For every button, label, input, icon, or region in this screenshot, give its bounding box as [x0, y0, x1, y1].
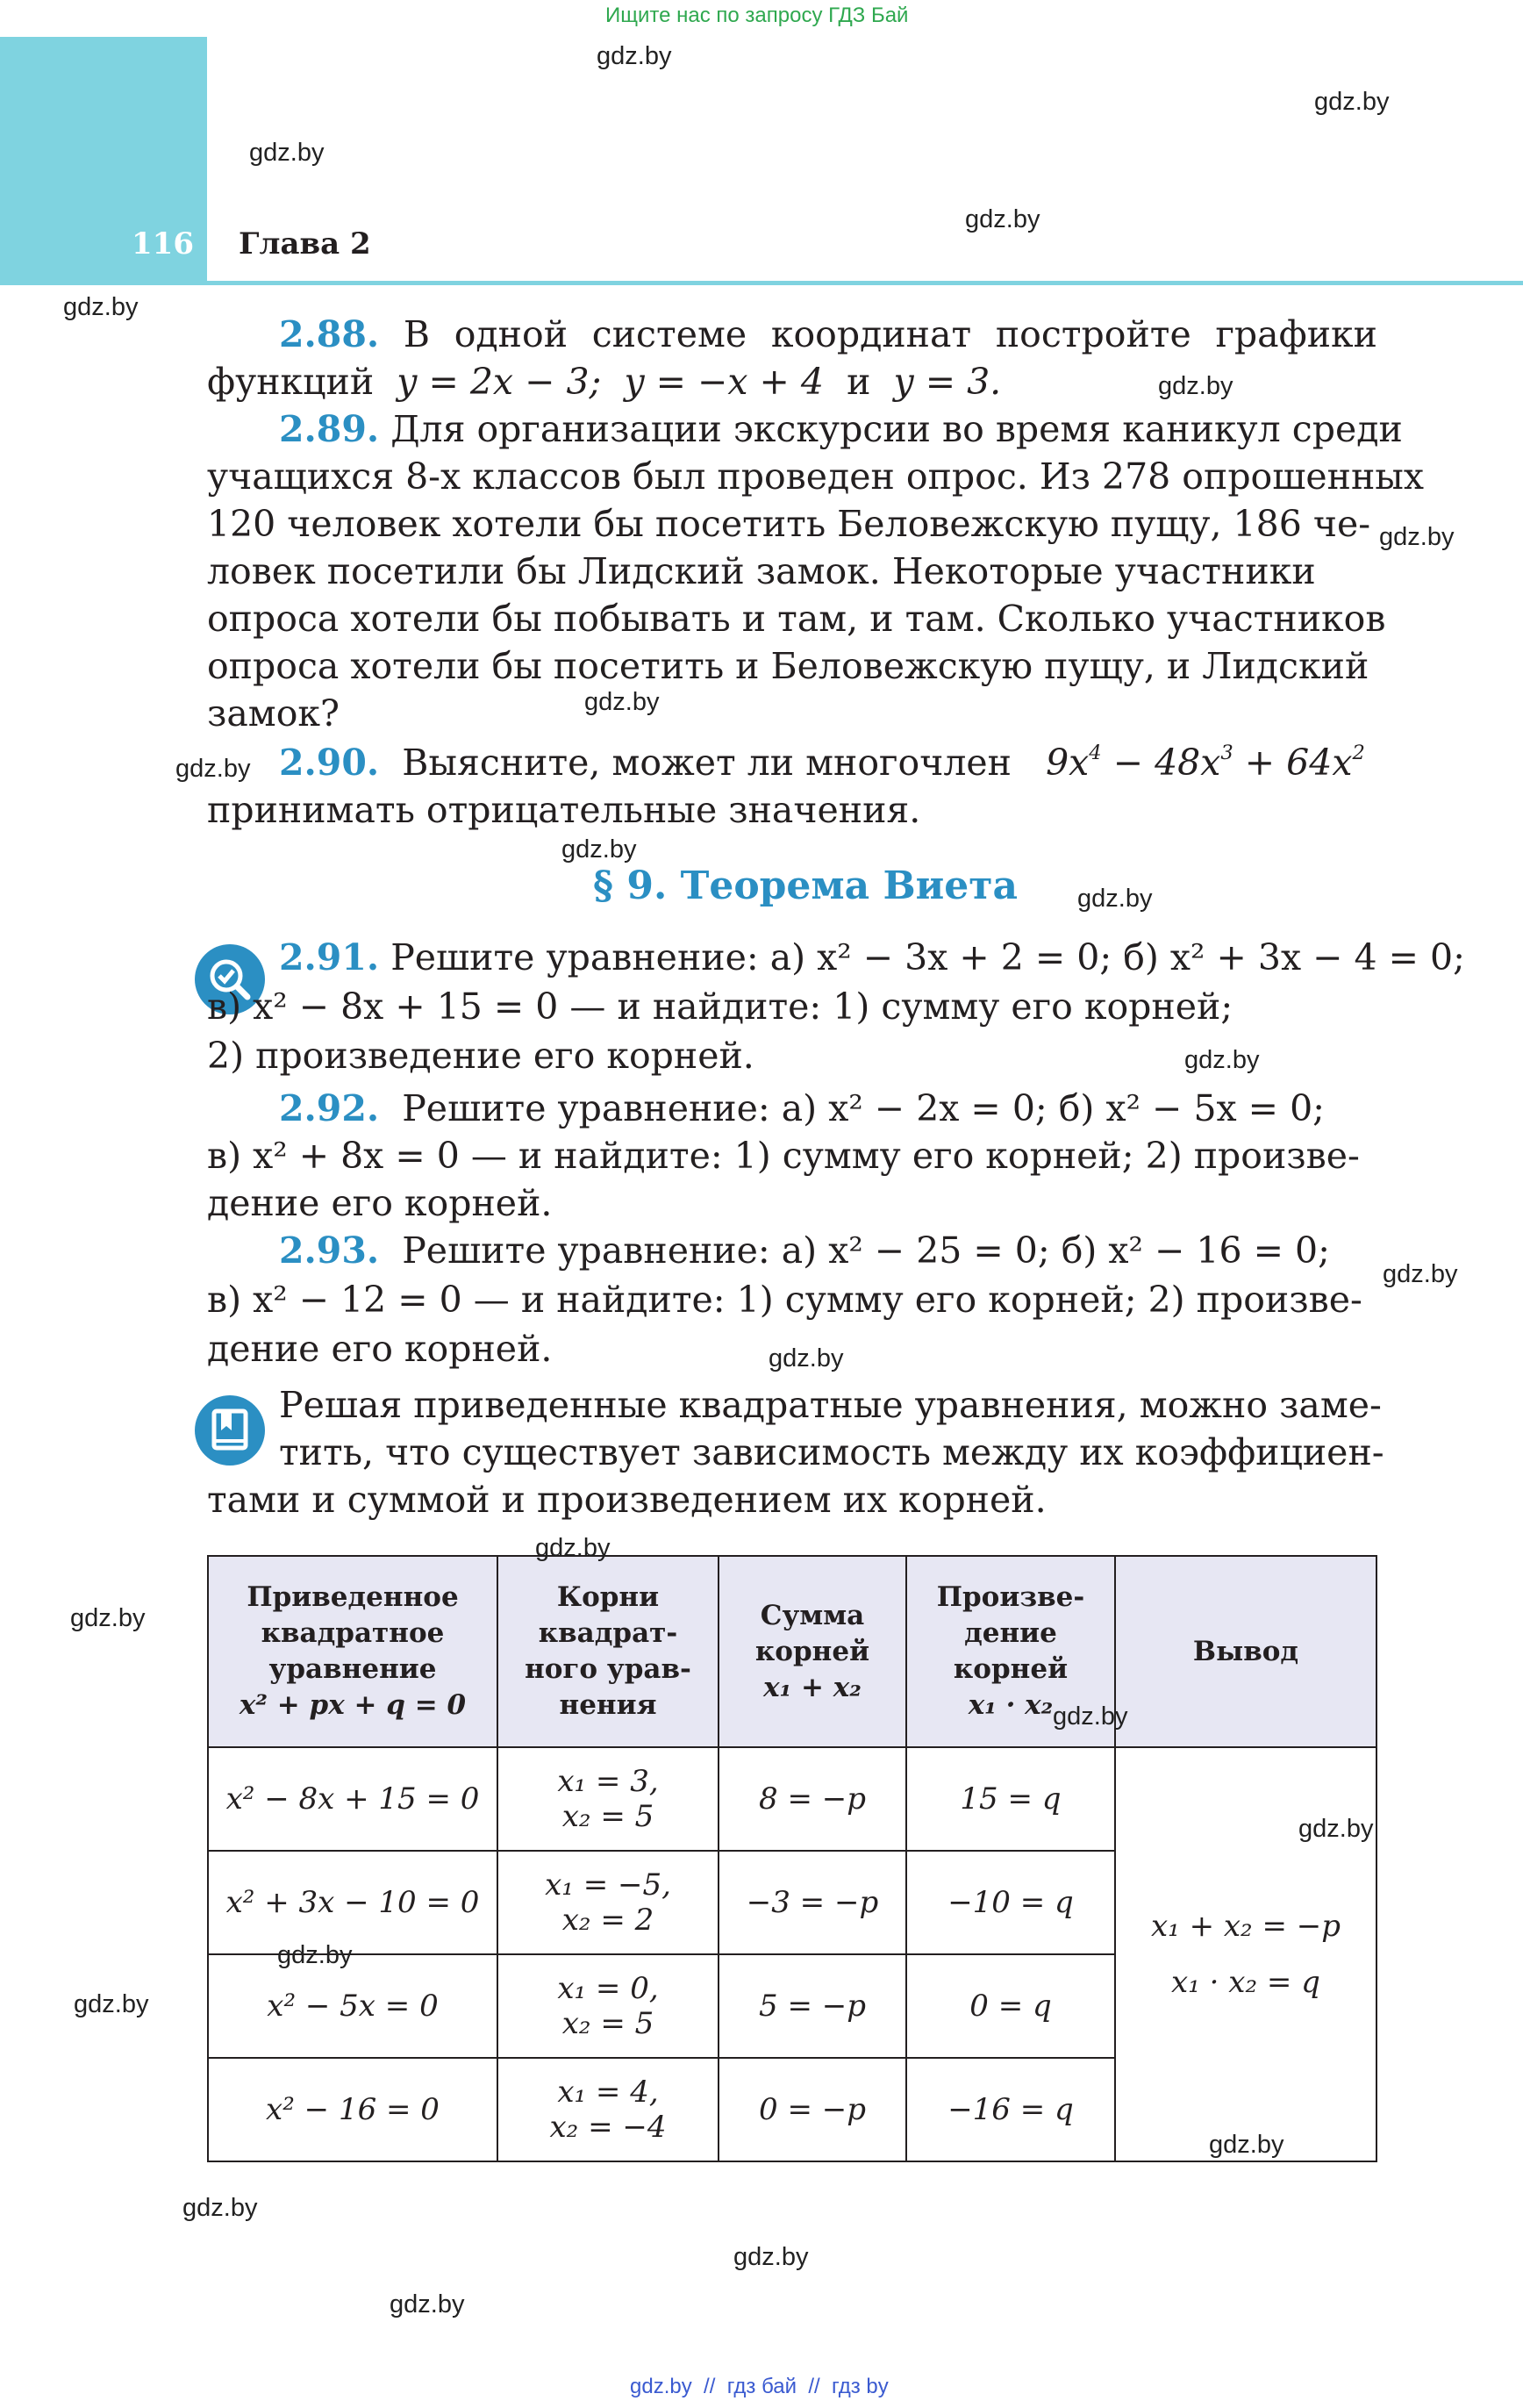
watermark: gdz.by	[597, 42, 672, 70]
header-equation: Приведенное квадратное уравнение x² + px + q = 0	[208, 1556, 497, 1747]
watermark: gdz.by	[769, 1344, 844, 1372]
watermark: gdz.by	[1383, 1260, 1458, 1288]
p291-line1	[279, 934, 1465, 981]
p289-line5: опроса хотели бы побывать и там, и там. Сколько участников	[207, 598, 1386, 640]
watermark: gdz.by	[561, 835, 637, 864]
note-line2: тить, что существует зависимость между их коэффициен-	[279, 1431, 1384, 1473]
formula: y = 2x − 3;	[397, 361, 602, 403]
cell-equation: x² + 3x − 10 = 0	[208, 1851, 497, 1954]
book-icon	[195, 1395, 265, 1466]
word: постройте	[995, 313, 1191, 355]
watermark: gdz.by	[182, 2194, 258, 2222]
watermark: gdz.by	[74, 1990, 149, 2018]
text: Для организации экскурсии во время каникул среди	[390, 408, 1403, 450]
table-row	[208, 1747, 1376, 1851]
p289-line4: ловек посетили бы Лидский замок. Некоторые участники	[207, 550, 1316, 592]
p293-line3: дение его корней.	[207, 1328, 553, 1370]
p289-line6: опроса хотели бы посетить и Беловежскую пущу, и Лидский	[207, 645, 1369, 687]
p289-line7: замок?	[207, 692, 340, 735]
cell-roots: x₁ = −5, x₂ = 2	[497, 1851, 719, 1954]
word: системе	[591, 313, 747, 355]
header-rule	[0, 281, 1523, 285]
text: функций	[207, 361, 375, 403]
formula: y = 3.	[893, 361, 1002, 403]
watermark: gdz.by	[1298, 1815, 1374, 1843]
watermark: gdz.by	[1184, 1046, 1260, 1074]
cell-sum: 8 = −p	[719, 1747, 906, 1851]
header-product: Произве- дение корней x₁ · x₂	[906, 1556, 1115, 1747]
p289-line3: 120 человек хотели бы посетить Беловежскую пущу, 186 че-	[207, 503, 1371, 545]
watermark: gdz.by	[70, 1604, 146, 1632]
table-header-row	[208, 1556, 1376, 1747]
p290-line2: принимать отрицательные значения.	[207, 789, 921, 831]
section-title: § 9. Теорема Виета	[593, 864, 1019, 908]
p290-line1	[279, 739, 1365, 786]
cell-sum: 5 = −p	[719, 1954, 906, 2058]
problem-number: 2.93.	[279, 1229, 380, 1272]
footer-links[interactable]: gdz.by // гдз бай // гдз by	[630, 2375, 889, 2398]
p288-line1	[207, 311, 1377, 358]
text: Выясните, может ли многочлен	[402, 742, 1012, 784]
cell-product: 15 = q	[906, 1747, 1115, 1851]
cell-product: −16 = q	[906, 2058, 1115, 2161]
watermark: gdz.by	[63, 293, 139, 321]
watermark: gdz.by	[1053, 1702, 1128, 1731]
p292-line1	[279, 1085, 1325, 1132]
watermark: gdz.by	[584, 688, 660, 716]
p289-line2: учащихся 8-х классов был проведен опрос. Из 278 опрошенных	[207, 455, 1425, 498]
chapter-title: Глава 2	[239, 226, 371, 262]
note-line1: Решая приведенные квадратные уравнения, можно заме-	[279, 1384, 1382, 1426]
p293-line1	[279, 1227, 1330, 1274]
cell-product: 0 = q	[906, 1954, 1115, 2058]
cell-equation: x² − 16 = 0	[208, 2058, 497, 2161]
p292-line2: в) x² + 8x = 0 — и найдите: 1) сумму его корней; 2) произве-	[207, 1135, 1360, 1177]
word: В	[403, 313, 431, 355]
cell-sum: −3 = −p	[719, 1851, 906, 1954]
cell-sum: 0 = −p	[719, 2058, 906, 2161]
cell-roots: x₁ = 3, x₂ = 5	[497, 1747, 719, 1851]
watermark: gdz.by	[1209, 2131, 1284, 2159]
p292-line3: дение его корней.	[207, 1182, 553, 1224]
cell-conclusion: x₁ + x₂ = −p x₁ · x₂ = q	[1115, 1747, 1376, 2161]
watermark: gdz.by	[733, 2243, 809, 2271]
header-roots: Корни квадрат- ного урав- нения	[497, 1556, 719, 1747]
text: Решите уравнение: а) x² − 2x = 0; б) x² − 5x = 0;	[402, 1087, 1325, 1129]
watermark: gdz.by	[390, 2290, 465, 2318]
vieta-table	[207, 1555, 1377, 2162]
top-note: Ищите нас по запросу ГДЗ Бай	[605, 4, 909, 27]
problem-number: 2.91.	[279, 936, 380, 978]
p291-line2: в) x² − 8x + 15 = 0 — и найдите: 1) сумму его корней;	[207, 985, 1233, 1028]
watermark: gdz.by	[1077, 885, 1153, 913]
watermark: gdz.by	[175, 755, 251, 783]
watermark: gdz.by	[1158, 372, 1233, 400]
p291-line3: 2) произведение его корней.	[207, 1035, 754, 1077]
watermark: gdz.by	[1379, 523, 1455, 551]
watermark: gdz.by	[965, 205, 1040, 233]
page-number: 116	[132, 226, 194, 262]
header-conclusion: Вывод	[1115, 1556, 1376, 1747]
text: и	[847, 361, 871, 403]
cell-product: −10 = q	[906, 1851, 1115, 1954]
problem-number: 2.89.	[279, 408, 380, 450]
watermark: gdz.by	[535, 1534, 611, 1562]
polynomial: $9x^4 - 48x^3 + 64x^2$	[1046, 741, 1365, 784]
cell-equation: x² − 8x + 15 = 0	[208, 1747, 497, 1851]
watermark: gdz.by	[1314, 88, 1390, 116]
problem-number: 2.92.	[279, 1087, 380, 1129]
word: координат	[770, 313, 972, 355]
word: одной	[454, 313, 568, 355]
p288-line2	[207, 358, 1001, 405]
p293-line2: в) x² − 12 = 0 — и найдите: 1) сумму его корней; 2) произве-	[207, 1279, 1362, 1321]
watermark: gdz.by	[277, 1941, 353, 1969]
cell-roots: x₁ = 0, x₂ = 5	[497, 1954, 719, 2058]
p289-line1	[279, 405, 1403, 453]
formula: y = −x + 4	[624, 361, 825, 403]
problem-number: 2.90.	[279, 742, 380, 784]
problem-number: 2.88.	[279, 313, 380, 355]
cell-equation: x² − 5x = 0	[208, 1954, 497, 2058]
word: графики	[1215, 313, 1377, 355]
text: Решите уравнение: а) x² − 3x + 2 = 0; б) x² + 3x − 4 = 0;	[390, 936, 1465, 978]
note-line3: тами и суммой и произведением их корней.	[207, 1479, 1047, 1521]
cell-roots: x₁ = 4, x₂ = −4	[497, 2058, 719, 2161]
header-sum: Сумма корней x₁ + x₂	[719, 1556, 906, 1747]
watermark: gdz.by	[249, 139, 325, 167]
text: Решите уравнение: а) x² − 25 = 0; б) x² − 16 = 0;	[402, 1229, 1330, 1272]
